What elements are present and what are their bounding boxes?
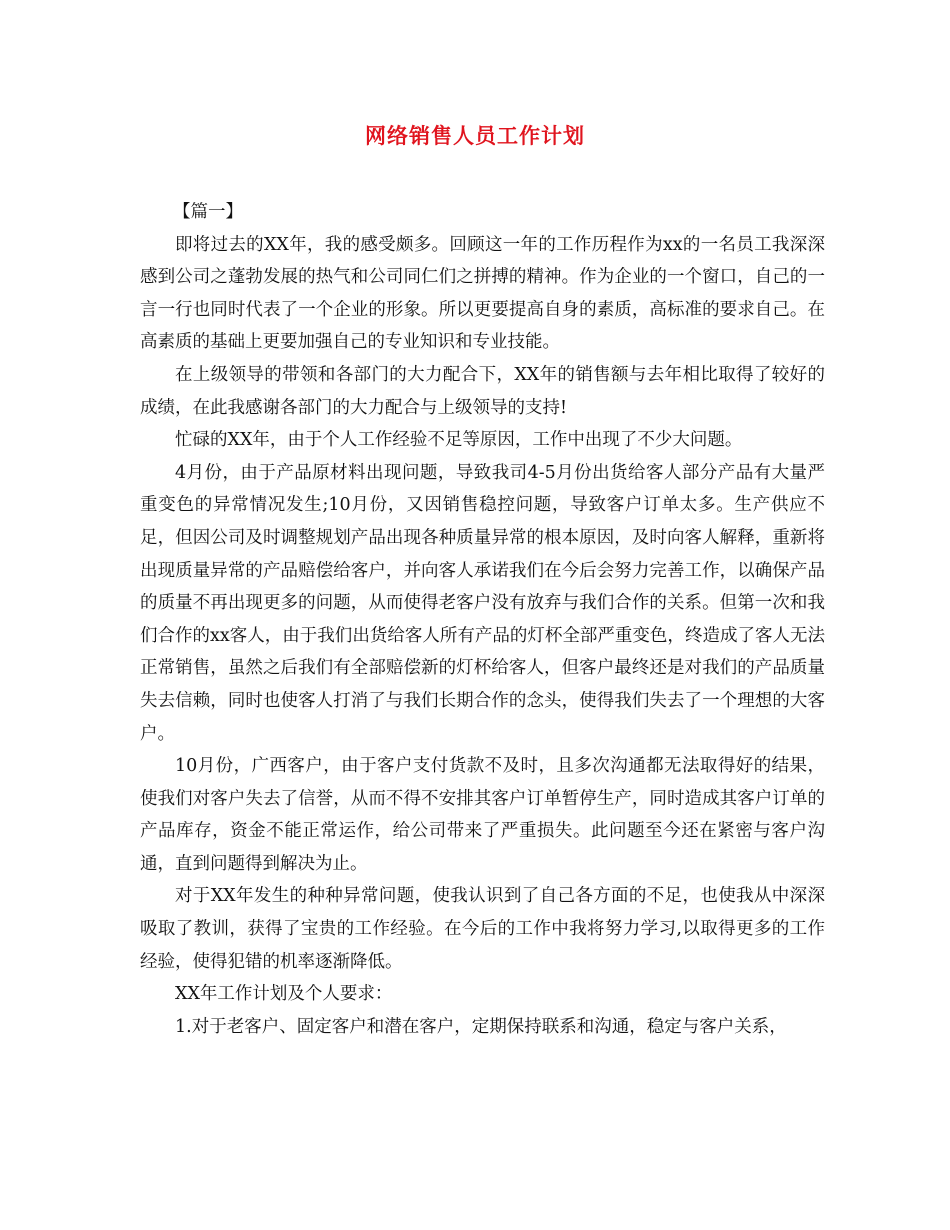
paragraph-1: 即将过去的XX年，我的感受颇多。回顾这一年的工作历程作为xx的一名员工我深深感到公司之蓬勃发展的热气和公司同仁们之拼搏的精神。作为企业的一个窗口，自己的一言一行也同时代表了一个企业的形象。所以更要提高自身的素质，高标准的要求自己。在高素质的基础上更要加强自己的专业知识和专业技能。 [140, 234, 825, 353]
paragraph-3: 忙碌的XX年，由于个人工作经验不足等原因，工作中出现了不少大问题。 [175, 430, 743, 451]
section-label: 【篇一】 [173, 202, 243, 222]
paragraph-5: 10月份，广西客户，由于客户支付货款不及时，且多次沟通都无法取得好的结果，使我们对客户失去了信誉，从而不得不安排其客户订单暂停生产，同时造成其客户订单的产品库存，资金不能正常运作，给公司带来了严重损失。此问题至今还在紧密与客户沟通，直到问题得到解决为止。 [140, 756, 825, 874]
paragraph-6: 对于XX年发生的种种异常问题，使我认识到了自己各方面的不足，也使我从中深深吸取了教训，获得了宝贵的工作经验。在今后的工作中我将努力学习,以取得更多的工作经验，使得犯错的机率逐渐降低。 [140, 886, 825, 972]
paragraph-2: 在上级领导的带领和各部门的大力配合下，XX年的销售额与去年相比取得了较好的成绩，在此我感谢各部门的大力配合与上级领导的支持! [140, 364, 825, 418]
plan-heading: XX年工作计划及个人要求： [175, 984, 393, 1005]
plan-item-1: 1.对于老客户、固定客户和潜在客户，定期保持联系和沟通，稳定与客户关系， [175, 1016, 787, 1037]
document-title: 网络销售人员工作计划 [365, 123, 585, 148]
document-body [140, 196, 825, 1043]
paragraph-4: 4月份，由于产品原材料出现问题，导致我司4-5月份出货给客人部分产品有大量严重变色的异常情况发生;10月份，又因销售稳控问题，导致客户订单太多。生产供应不足，但因公司及时调整规划产品出现各种质量异常的根本原因，及时向客人解释，重新将出现质量异常的产品赔偿给客户，并向客人承诺我们在今后会努力完善工作，以确保产品的质量不再出现更多的问题，从而使得老客户没有放弃与我们合作的关系。但第一次和我们合作的xx客人，由于我们出货给客人所有产品的灯杯全部严重变色，终造成了客人无法正常销售，虽然之后我们有全部赔偿新的灯杯给客人，但客户最终还是对我们的产品质量失去信赖，同时也使客人打消了与我们长期合作的念头，使得我们失去了一个理想的大客户。 [140, 462, 825, 744]
